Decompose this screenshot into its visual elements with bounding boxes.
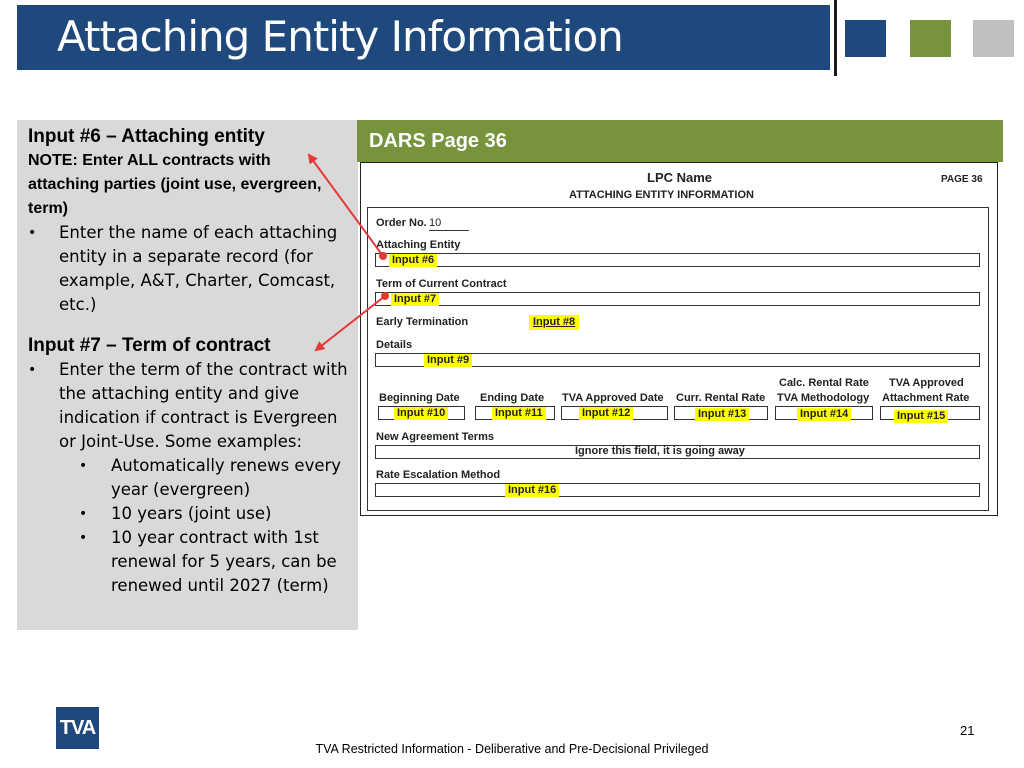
arrow-input7 [316, 296, 385, 350]
tva-approved-date-head: TVA Approved Date [562, 392, 664, 404]
tva-logo: TVA [56, 707, 99, 749]
input11-tag: Input #11 [492, 407, 546, 420]
calc-rate-head-line-2: TVA Methodology [777, 392, 870, 404]
early-termination-label: Early Termination [376, 316, 469, 328]
input7-bullet-line-1: Enter the term of the contract with [59, 360, 348, 379]
form-subtitle: ATTACHING ENTITY INFORMATION [569, 189, 754, 201]
tva-approved-head-line-1: TVA Approved [889, 377, 964, 389]
attaching-entity-label: Attaching Entity [376, 239, 461, 251]
arrow-input7-dot [381, 292, 389, 300]
footer-text: TVA Restricted Information - Deliberative and Pre-Decisional Privileged [315, 742, 709, 756]
input16-tag: Input #16 [505, 484, 559, 497]
input6-bullet-line-4: etc.) [59, 295, 97, 314]
input13-tag: Input #13 [695, 408, 749, 421]
input6-bullet-line-2: entity in a separate record (for [59, 247, 313, 266]
input7-bullet-line-3: indication if contract is Evergreen [59, 408, 338, 427]
input6-tag: Input #6 [389, 254, 437, 267]
sub-bullet-icon: • [79, 458, 88, 474]
rate-escalation-label: Rate Escalation Method [376, 469, 501, 481]
calc-rate-head-line-1: Calc. Rental Rate [779, 377, 869, 389]
input10-tag: Input #10 [394, 407, 448, 420]
sub-bullet-icon: • [79, 530, 88, 546]
dars-page-label: DARS Page 36 [369, 130, 507, 152]
bullet-icon: • [28, 225, 37, 241]
input7-bullet-line-4: or Joint-Use. Some examples: [59, 432, 303, 451]
page-title: Attaching Entity Information [57, 12, 623, 61]
sub-bullet-1-line-1: Automatically renews every [111, 456, 342, 475]
page-number: 21 [960, 723, 975, 738]
sub-bullet-icon: • [79, 506, 88, 522]
note-line-2: attaching parties (joint use, evergreen, [28, 176, 322, 193]
input15-tag: Input #15 [894, 410, 948, 423]
note-line-1: NOTE: Enter ALL contracts with [28, 152, 271, 169]
sub-bullet-3-line-1: 10 year contract with 1st [111, 528, 319, 547]
input7-tag: Input #7 [391, 293, 439, 306]
note-line-3: term) [28, 200, 69, 217]
ignore-field-text: Ignore this field, it is going away [575, 445, 745, 457]
sub-bullet-3-line-3: renewed until 2027 (term) [111, 576, 329, 595]
input8-tag: Input #8 [529, 315, 579, 330]
input9-tag: Input #9 [424, 354, 472, 367]
order-no-value: 10 [429, 217, 469, 231]
form-page-label: PAGE 36 [941, 174, 983, 185]
input12-tag: Input #12 [579, 407, 633, 420]
form-company-name: LPC Name [647, 170, 713, 185]
details-label: Details [376, 339, 413, 351]
input6-bullet-line-1: Enter the name of each attaching [59, 223, 338, 242]
order-no-label: Order No. [376, 217, 427, 229]
input7-heading: Input #7 – Term of contract [28, 335, 271, 356]
bullet-icon: • [28, 362, 37, 378]
input6-heading: Input #6 – Attaching entity [28, 126, 265, 147]
tva-approved-head-line-2: Attachment Rate [882, 392, 970, 404]
sub-bullet-1-line-2: year (evergreen) [111, 480, 251, 499]
sub-bullet-2-line-1: 10 years (joint use) [111, 504, 272, 523]
input7-bullet-line-2: the attaching entity and give [59, 384, 300, 403]
arrow-input6-dot [379, 252, 387, 260]
input6-bullet-line-3: example, A&T, Charter, Comcast, [59, 271, 336, 290]
ending-date-head: Ending Date [480, 392, 545, 404]
arrow-input6 [309, 155, 383, 256]
input14-tag: Input #14 [797, 408, 851, 421]
beginning-date-head: Beginning Date [379, 392, 460, 404]
sub-bullet-3-line-2: renewal for 5 years, can be [111, 552, 337, 571]
new-agreement-label: New Agreement Terms [376, 431, 494, 443]
curr-rental-rate-head: Curr. Rental Rate [676, 392, 766, 404]
term-label: Term of Current Contract [376, 278, 507, 290]
